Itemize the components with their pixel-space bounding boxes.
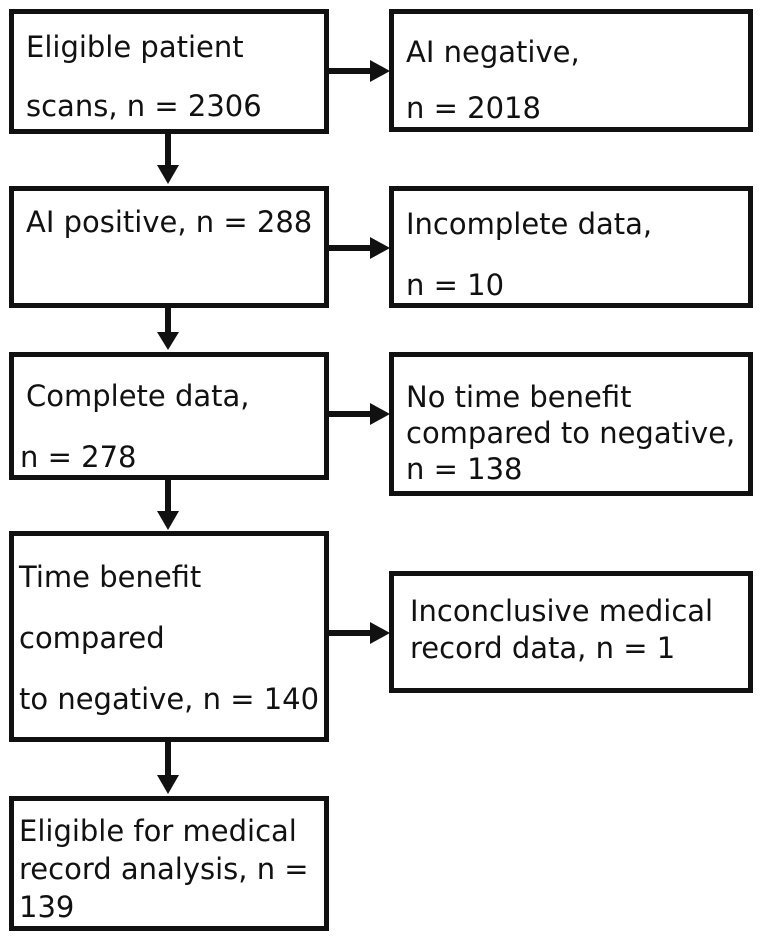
eligible-record-box — [9, 796, 329, 931]
arrow-time-benefit-to-inconclusive — [329, 622, 390, 644]
inconclusive-line1: Inconclusive medical — [410, 594, 714, 628]
eligible-scans-line1: Eligible patient — [26, 30, 244, 64]
ai-negative-line1: AI negative, — [406, 35, 580, 69]
inconclusive-line2: record data, n = 1 — [410, 631, 676, 665]
time-benefit-line1: Time benefit — [19, 560, 202, 594]
complete-data-line1: Complete data, — [26, 379, 250, 413]
ai-negative-box — [389, 9, 753, 132]
arrow-time-benefit-to-eligible-record — [157, 742, 179, 794]
time-benefit-box — [9, 531, 329, 742]
inconclusive-box — [389, 571, 753, 693]
complete-data-box — [9, 352, 329, 480]
arrow-scans-to-ai-negative — [329, 60, 390, 82]
arrow-complete-to-no-time-benefit — [329, 403, 390, 425]
no-time-benefit-box — [389, 352, 753, 496]
incomplete-data-line1: Incomplete data, — [406, 207, 653, 241]
eligible-record-line2: record analysis, n = — [19, 852, 309, 886]
ai-negative-line2: n = 2018 — [406, 91, 541, 125]
eligible-record-line3: 139 — [19, 890, 75, 924]
ai-positive-line1: AI positive, n = 288 — [26, 205, 313, 239]
eligible-scans-box — [9, 9, 329, 134]
arrow-positive-to-incomplete — [329, 237, 390, 259]
time-benefit-line2: compared — [19, 621, 165, 655]
ai-positive-box — [9, 186, 329, 308]
arrow-positive-to-complete — [157, 308, 179, 350]
no-time-benefit-line2: compared to negative, — [406, 416, 736, 450]
eligible-record-line1: Eligible for medical — [19, 814, 297, 848]
incomplete-data-box — [389, 186, 753, 308]
arrow-scans-to-positive — [157, 134, 179, 184]
no-time-benefit-line3: n = 138 — [406, 452, 523, 486]
incomplete-data-line2: n = 10 — [406, 268, 505, 302]
eligible-scans-line2: scans, n = 2306 — [26, 89, 262, 123]
no-time-benefit-line1: No time benefit — [406, 380, 632, 414]
complete-data-line2: n = 278 — [20, 440, 137, 474]
time-benefit-line3: to negative, n = 140 — [19, 682, 320, 716]
arrow-complete-to-time-benefit — [157, 480, 179, 530]
